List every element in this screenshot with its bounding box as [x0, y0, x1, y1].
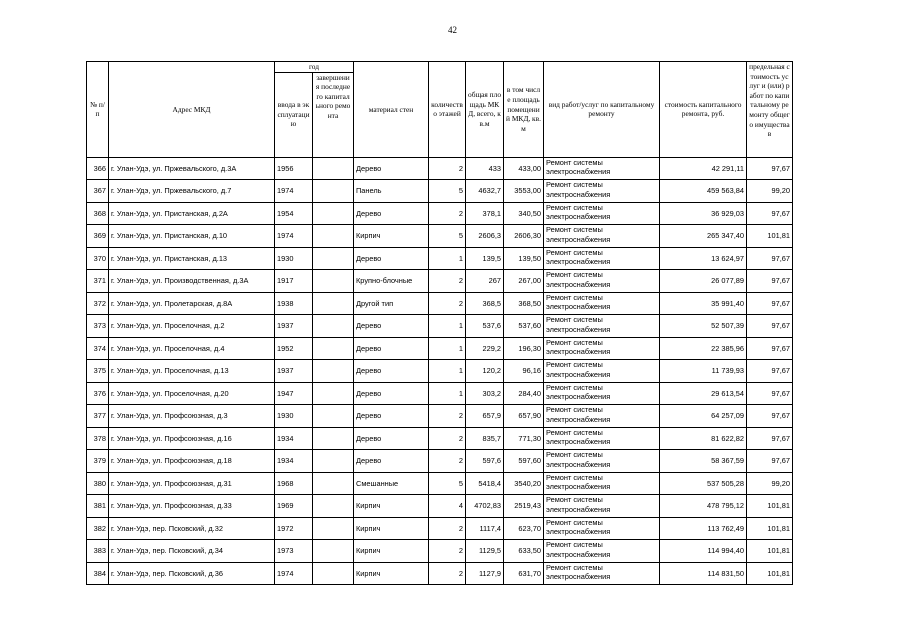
table-row — [87, 450, 793, 473]
row-cost: 478 795,12 — [660, 495, 747, 518]
row-work: Ремонт системы электроснабжения — [544, 247, 660, 270]
row-num: 372 — [87, 292, 109, 315]
row-work: Ремонт системы электроснабжения — [544, 382, 660, 405]
row-work: Ремонт системы электроснабжения — [544, 562, 660, 585]
header-max-cost: предельная стоимость услуг и (или) работ по капитальному ремонту общего имущества в — [747, 62, 793, 158]
row-cost: 36 929,03 — [660, 202, 747, 225]
row-year: 1969 — [275, 495, 313, 518]
row-total-area: 2606,3 — [466, 225, 504, 248]
row-year: 1974 — [275, 180, 313, 203]
row-total-area: 120,2 — [466, 360, 504, 383]
row-num: 370 — [87, 247, 109, 270]
row-year: 1934 — [275, 450, 313, 473]
row-floors: 2 — [429, 157, 466, 180]
row-premises-area: 433,00 — [504, 157, 544, 180]
row-last-repair — [313, 495, 354, 518]
row-num: 382 — [87, 517, 109, 540]
row-address: г. Улан-Удэ, ул. Профсоюзная, д.18 — [109, 450, 275, 473]
table-row — [87, 157, 793, 180]
table-row — [87, 405, 793, 428]
row-premises-area: 196,30 — [504, 337, 544, 360]
header-year-group: год — [275, 62, 354, 73]
row-total-area: 229,2 — [466, 337, 504, 360]
row-max-cost: 97,67 — [747, 382, 793, 405]
row-floors: 2 — [429, 202, 466, 225]
row-cost: 81 622,82 — [660, 427, 747, 450]
row-total-area: 4632,7 — [466, 180, 504, 203]
header-num: № п/п — [87, 62, 109, 158]
row-year: 1952 — [275, 337, 313, 360]
row-num: 369 — [87, 225, 109, 248]
row-year: 1974 — [275, 562, 313, 585]
row-cost: 52 507,39 — [660, 315, 747, 338]
row-last-repair — [313, 562, 354, 585]
row-year: 1968 — [275, 472, 313, 495]
table-row — [87, 315, 793, 338]
row-max-cost: 99,20 — [747, 472, 793, 495]
row-premises-area: 537,60 — [504, 315, 544, 338]
row-material: Кирпич — [354, 562, 429, 585]
row-last-repair — [313, 247, 354, 270]
row-premises-area: 139,50 — [504, 247, 544, 270]
row-last-repair — [313, 405, 354, 428]
row-max-cost: 97,67 — [747, 360, 793, 383]
row-total-area: 4702,83 — [466, 495, 504, 518]
row-premises-area: 657,90 — [504, 405, 544, 428]
row-floors: 2 — [429, 562, 466, 585]
row-max-cost: 101,81 — [747, 540, 793, 563]
row-address: г. Улан-Удэ, ул. Профсоюзная, д.31 — [109, 472, 275, 495]
row-floors: 2 — [429, 427, 466, 450]
row-cost: 114 831,50 — [660, 562, 747, 585]
row-floors: 2 — [429, 270, 466, 293]
row-work: Ремонт системы электроснабжения — [544, 315, 660, 338]
row-year: 1930 — [275, 247, 313, 270]
row-premises-area: 633,50 — [504, 540, 544, 563]
row-max-cost: 97,67 — [747, 315, 793, 338]
row-material: Дерево — [354, 427, 429, 450]
table-row — [87, 472, 793, 495]
row-address: г. Улан-Удэ, ул. Производственная, д.3А — [109, 270, 275, 293]
row-last-repair — [313, 225, 354, 248]
row-total-area: 835,7 — [466, 427, 504, 450]
header-floors: количество этажей — [429, 62, 466, 158]
row-last-repair — [313, 427, 354, 450]
row-last-repair — [313, 517, 354, 540]
table-row — [87, 427, 793, 450]
table-row — [87, 382, 793, 405]
row-num: 378 — [87, 427, 109, 450]
row-last-repair — [313, 540, 354, 563]
row-premises-area: 3540,20 — [504, 472, 544, 495]
row-floors: 1 — [429, 247, 466, 270]
table-header — [87, 62, 793, 158]
row-floors: 1 — [429, 315, 466, 338]
row-floors: 2 — [429, 450, 466, 473]
row-cost: 13 624,97 — [660, 247, 747, 270]
row-work: Ремонт системы электроснабжения — [544, 292, 660, 315]
row-material: Дерево — [354, 405, 429, 428]
row-premises-area: 597,60 — [504, 450, 544, 473]
row-material: Панель — [354, 180, 429, 203]
row-material: Дерево — [354, 247, 429, 270]
row-material: Крупно-блочные — [354, 270, 429, 293]
row-total-area: 267 — [466, 270, 504, 293]
row-material: Дерево — [354, 450, 429, 473]
row-year: 1972 — [275, 517, 313, 540]
row-work: Ремонт системы электроснабжения — [544, 472, 660, 495]
header-year-last-repair: завершения последнего капитального ремонта — [313, 72, 354, 157]
row-work: Ремонт системы электроснабжения — [544, 405, 660, 428]
row-last-repair — [313, 360, 354, 383]
header-works: вид работ/услуг по капитальному ремонту — [544, 62, 660, 158]
row-material: Дерево — [354, 382, 429, 405]
table-row — [87, 517, 793, 540]
row-material: Кирпич — [354, 517, 429, 540]
row-floors: 2 — [429, 405, 466, 428]
row-last-repair — [313, 450, 354, 473]
row-cost: 26 077,89 — [660, 270, 747, 293]
row-num: 367 — [87, 180, 109, 203]
row-material: Другой тип — [354, 292, 429, 315]
row-material: Смешанные — [354, 472, 429, 495]
row-floors: 4 — [429, 495, 466, 518]
table-row — [87, 292, 793, 315]
row-floors: 5 — [429, 180, 466, 203]
row-max-cost: 97,67 — [747, 292, 793, 315]
row-cost: 22 385,96 — [660, 337, 747, 360]
row-total-area: 1129,5 — [466, 540, 504, 563]
row-num: 366 — [87, 157, 109, 180]
row-year: 1934 — [275, 427, 313, 450]
row-year: 1974 — [275, 225, 313, 248]
row-year: 1930 — [275, 405, 313, 428]
row-total-area: 5418,4 — [466, 472, 504, 495]
table-body — [87, 157, 793, 585]
row-total-area: 433 — [466, 157, 504, 180]
row-max-cost: 99,20 — [747, 180, 793, 203]
row-work: Ремонт системы электроснабжения — [544, 495, 660, 518]
row-address: г. Улан-Удэ, ул. Пролетарская, д.8А — [109, 292, 275, 315]
row-material: Дерево — [354, 337, 429, 360]
row-address: г. Улан-Удэ, ул. Профсоюзная, д.33 — [109, 495, 275, 518]
row-work: Ремонт системы электроснабжения — [544, 450, 660, 473]
row-total-area: 1117,4 — [466, 517, 504, 540]
row-floors: 1 — [429, 382, 466, 405]
row-floors: 2 — [429, 517, 466, 540]
row-num: 380 — [87, 472, 109, 495]
header-total-area: общая площадь МКД, всего, кв.м — [466, 62, 504, 158]
row-material: Дерево — [354, 157, 429, 180]
table-row — [87, 270, 793, 293]
row-cost: 42 291,11 — [660, 157, 747, 180]
row-cost: 64 257,09 — [660, 405, 747, 428]
row-address: г. Улан-Удэ, ул. Пристанская, д.13 — [109, 247, 275, 270]
row-num: 373 — [87, 315, 109, 338]
row-total-area: 378,1 — [466, 202, 504, 225]
row-material: Кирпич — [354, 540, 429, 563]
row-address: г. Улан-Удэ, ул. Профсоюзная, д.3 — [109, 405, 275, 428]
row-max-cost: 101,81 — [747, 225, 793, 248]
row-premises-area: 2606,30 — [504, 225, 544, 248]
header-address: Адрес МКД — [109, 62, 275, 158]
row-floors: 2 — [429, 292, 466, 315]
row-premises-area: 771,30 — [504, 427, 544, 450]
row-num: 383 — [87, 540, 109, 563]
row-year: 1954 — [275, 202, 313, 225]
row-last-repair — [313, 472, 354, 495]
row-address: г. Улан-Удэ, ул. Профсоюзная, д.16 — [109, 427, 275, 450]
row-address: г. Улан-Удэ, ул. Пристанская, д.2А — [109, 202, 275, 225]
table-row — [87, 225, 793, 248]
row-cost: 114 994,40 — [660, 540, 747, 563]
row-address: г. Улан-Удэ, пер. Псковский, д.32 — [109, 517, 275, 540]
row-address: г. Улан-Удэ, пер. Псковский, д.36 — [109, 562, 275, 585]
row-material: Дерево — [354, 315, 429, 338]
row-cost: 58 367,59 — [660, 450, 747, 473]
row-num: 379 — [87, 450, 109, 473]
row-address: г. Улан-Удэ, ул. Проселочная, д.4 — [109, 337, 275, 360]
row-num: 374 — [87, 337, 109, 360]
row-last-repair — [313, 315, 354, 338]
row-year: 1973 — [275, 540, 313, 563]
row-cost: 11 739,93 — [660, 360, 747, 383]
row-work: Ремонт системы электроснабжения — [544, 540, 660, 563]
row-max-cost: 97,67 — [747, 405, 793, 428]
row-last-repair — [313, 180, 354, 203]
row-work: Ремонт системы электроснабжения — [544, 427, 660, 450]
row-floors: 5 — [429, 472, 466, 495]
row-max-cost: 97,67 — [747, 202, 793, 225]
page-number: 42 — [448, 25, 457, 35]
row-num: 384 — [87, 562, 109, 585]
row-max-cost: 97,67 — [747, 270, 793, 293]
table-row — [87, 337, 793, 360]
row-premises-area: 96,16 — [504, 360, 544, 383]
row-address: г. Улан-Удэ, ул. Проселочная, д.20 — [109, 382, 275, 405]
row-last-repair — [313, 292, 354, 315]
row-total-area: 537,6 — [466, 315, 504, 338]
row-max-cost: 101,81 — [747, 517, 793, 540]
row-max-cost: 97,67 — [747, 450, 793, 473]
header-cost: стоимость капитального ремонта, руб. — [660, 62, 747, 158]
row-num: 375 — [87, 360, 109, 383]
header-premises-area: в том числе площадь помещений МКД, кв.м — [504, 62, 544, 158]
row-premises-area: 340,50 — [504, 202, 544, 225]
table-row — [87, 247, 793, 270]
table-row — [87, 562, 793, 585]
row-material: Кирпич — [354, 495, 429, 518]
row-total-area: 1127,9 — [466, 562, 504, 585]
row-work: Ремонт системы электроснабжения — [544, 360, 660, 383]
row-year: 1917 — [275, 270, 313, 293]
row-last-repair — [313, 202, 354, 225]
table-row — [87, 540, 793, 563]
row-max-cost: 101,81 — [747, 495, 793, 518]
table-row — [87, 180, 793, 203]
row-total-area: 657,9 — [466, 405, 504, 428]
row-premises-area: 3553,00 — [504, 180, 544, 203]
row-work: Ремонт системы электроснабжения — [544, 180, 660, 203]
row-year: 1947 — [275, 382, 313, 405]
table-row — [87, 202, 793, 225]
row-year: 1937 — [275, 360, 313, 383]
row-address: г. Улан-Удэ, ул. Пристанская, д.10 — [109, 225, 275, 248]
row-last-repair — [313, 270, 354, 293]
row-num: 381 — [87, 495, 109, 518]
row-total-area: 368,5 — [466, 292, 504, 315]
row-material: Дерево — [354, 360, 429, 383]
row-address: г. Улан-Удэ, пер. Псковский, д.34 — [109, 540, 275, 563]
row-work: Ремонт системы электроснабжения — [544, 157, 660, 180]
row-cost: 265 347,40 — [660, 225, 747, 248]
row-year: 1938 — [275, 292, 313, 315]
row-max-cost: 97,67 — [747, 337, 793, 360]
row-floors: 2 — [429, 540, 466, 563]
row-num: 376 — [87, 382, 109, 405]
row-floors: 1 — [429, 360, 466, 383]
repair-table — [86, 61, 793, 585]
table-row — [87, 360, 793, 383]
row-num: 371 — [87, 270, 109, 293]
row-max-cost: 97,67 — [747, 157, 793, 180]
row-cost: 35 991,40 — [660, 292, 747, 315]
row-last-repair — [313, 337, 354, 360]
row-work: Ремонт системы электроснабжения — [544, 225, 660, 248]
row-cost: 113 762,49 — [660, 517, 747, 540]
row-cost: 537 505,28 — [660, 472, 747, 495]
row-premises-area: 284,40 — [504, 382, 544, 405]
row-cost: 29 613,54 — [660, 382, 747, 405]
row-work: Ремонт системы электроснабжения — [544, 517, 660, 540]
row-floors: 1 — [429, 337, 466, 360]
row-num: 368 — [87, 202, 109, 225]
row-max-cost: 101,81 — [747, 562, 793, 585]
row-cost: 459 563,84 — [660, 180, 747, 203]
row-premises-area: 631,70 — [504, 562, 544, 585]
row-max-cost: 97,67 — [747, 247, 793, 270]
row-premises-area: 623,70 — [504, 517, 544, 540]
header-wall-material: материал стен — [354, 62, 429, 158]
row-total-area: 597,6 — [466, 450, 504, 473]
row-premises-area: 2519,43 — [504, 495, 544, 518]
row-num: 377 — [87, 405, 109, 428]
table-row — [87, 495, 793, 518]
row-floors: 5 — [429, 225, 466, 248]
row-year: 1956 — [275, 157, 313, 180]
row-total-area: 303,2 — [466, 382, 504, 405]
row-work: Ремонт системы электроснабжения — [544, 202, 660, 225]
row-last-repair — [313, 382, 354, 405]
row-premises-area: 267,00 — [504, 270, 544, 293]
row-total-area: 139,5 — [466, 247, 504, 270]
row-address: г. Улан-Удэ, ул. Пржевальского, д.3А — [109, 157, 275, 180]
row-work: Ремонт системы электроснабжения — [544, 337, 660, 360]
row-year: 1937 — [275, 315, 313, 338]
row-material: Дерево — [354, 202, 429, 225]
row-work: Ремонт системы электроснабжения — [544, 270, 660, 293]
row-max-cost: 97,67 — [747, 427, 793, 450]
row-material: Кирпич — [354, 225, 429, 248]
row-address: г. Улан-Удэ, ул. Пржевальского, д.7 — [109, 180, 275, 203]
row-last-repair — [313, 157, 354, 180]
row-premises-area: 368,50 — [504, 292, 544, 315]
row-address: г. Улан-Удэ, ул. Проселочная, д.2 — [109, 315, 275, 338]
row-address: г. Улан-Удэ, ул. Проселочная, д.13 — [109, 360, 275, 383]
header-year-commissioning: ввода в эксплуатацию — [275, 72, 313, 157]
